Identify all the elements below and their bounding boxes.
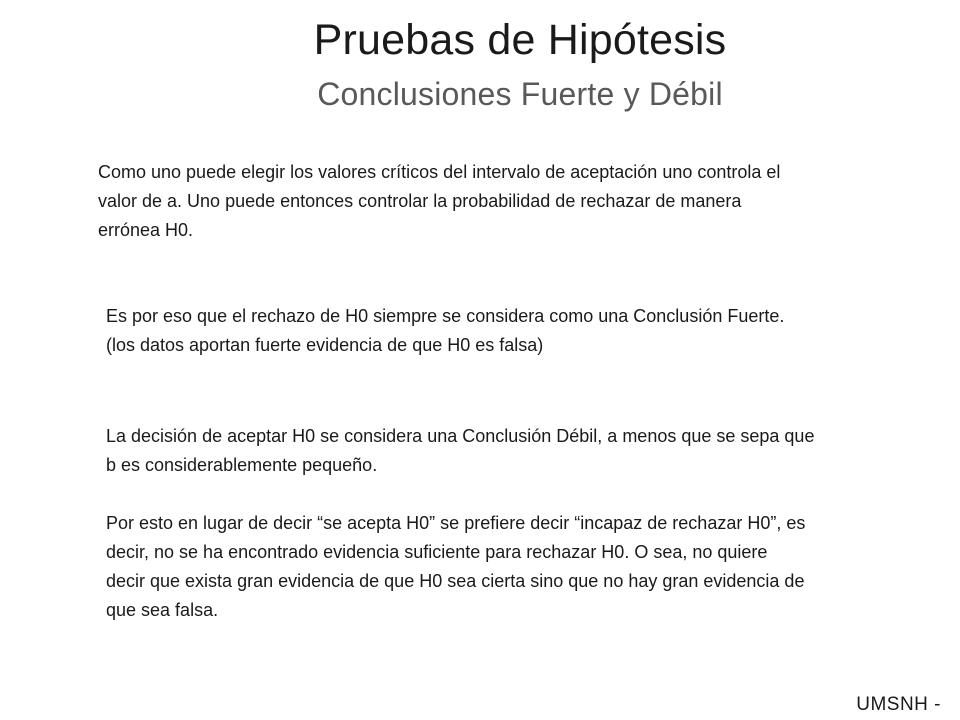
- paragraph-line: decir, no se ha encontrado evidencia suficiente para rechazar H0. O sea, no quiere: [106, 542, 768, 562]
- paragraph-weak-conclusion: [106, 422, 814, 480]
- paragraph-line: Es por eso que el rechazo de H0 siempre se considera como una Conclusión Fuerte.: [106, 306, 785, 326]
- paragraph-line: Como uno puede elegir los valores críticos del intervalo de aceptación uno controla el: [98, 162, 781, 182]
- paragraph-line: La decisión de aceptar H0 se considera una Conclusión Débil, a menos que se sepa que: [106, 426, 815, 446]
- paragraph-strong-conclusion: [106, 302, 784, 360]
- slide-title: Pruebas de Hipótesis: [313, 16, 727, 64]
- slide-subtitle: Conclusiones Fuerte y Débil: [317, 76, 723, 112]
- paragraph-line: errónea H0.: [98, 220, 194, 240]
- paragraph-line: que sea falsa.: [106, 600, 219, 620]
- paragraph-critical-values: [98, 158, 780, 245]
- paragraph-fail-to-reject: [106, 509, 805, 625]
- paragraph-line: Por esto en lugar de decir “se acepta H0” se prefiere decir “incapaz de rechazar H0”, es: [106, 513, 806, 533]
- paragraph-line: b es considerablemente pequeño.: [106, 455, 378, 475]
- paragraph-line: (los datos aportan fuerte evidencia de que H0 es falsa): [106, 335, 544, 355]
- paragraph-line: decir que exista gran evidencia de que H0 sea cierta sino que no hay gran evidencia de: [106, 571, 805, 591]
- slide-footer: UMSNH -: [856, 694, 941, 715]
- paragraph-line: valor de a. Uno puede entonces controlar la probabilidad de rechazar de manera: [98, 191, 742, 211]
